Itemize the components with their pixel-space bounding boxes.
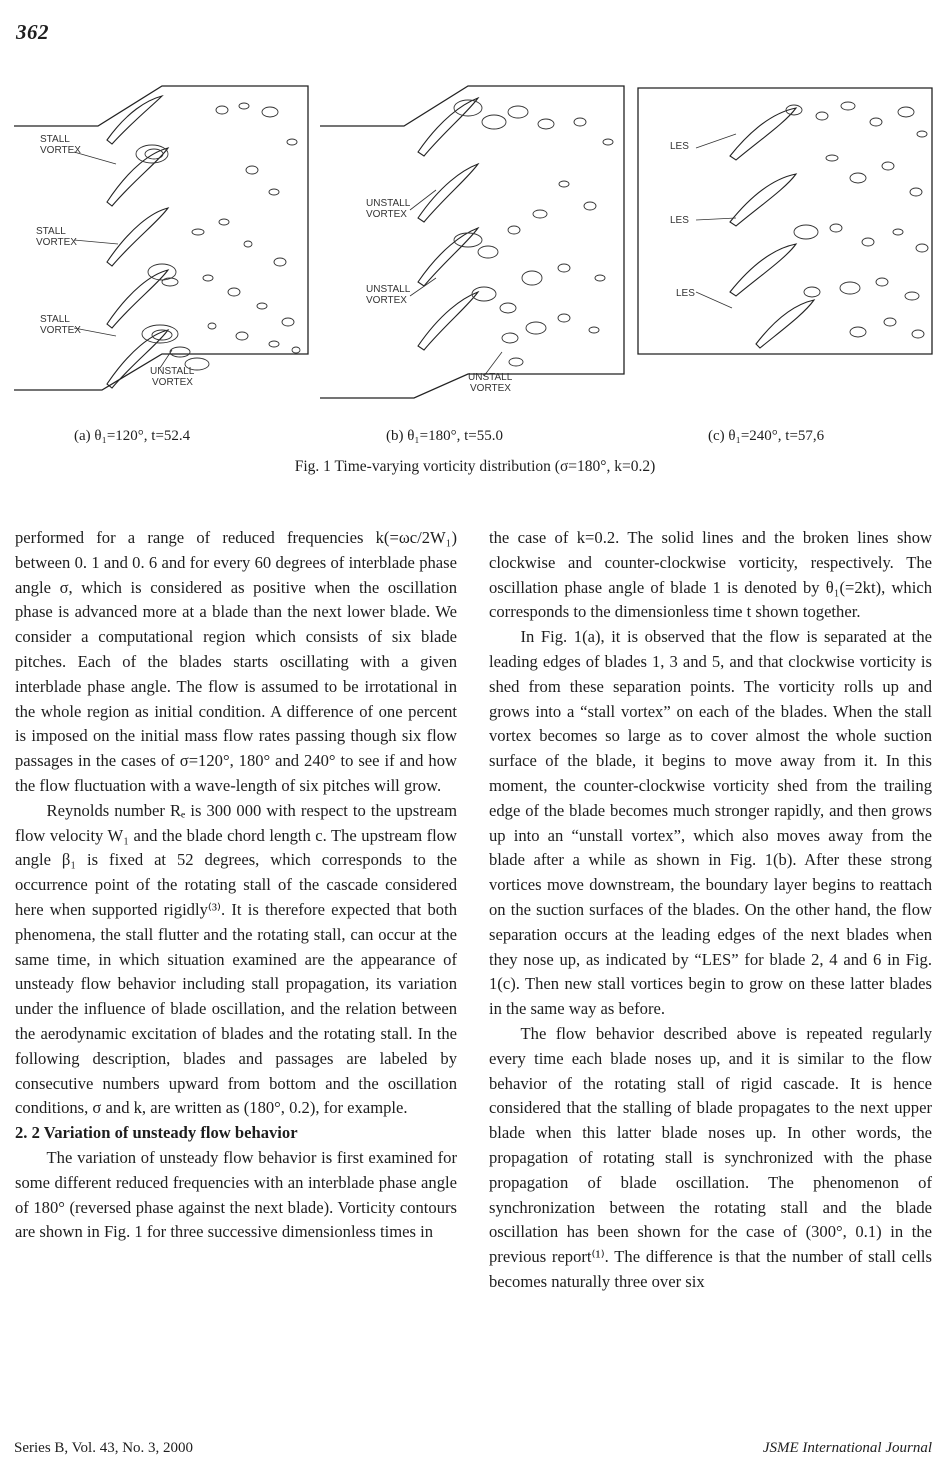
annotation-les-3: LES <box>676 288 695 299</box>
right-column <box>489 526 932 1295</box>
paragraph: performed for a range of reduced frequencies k(=ωc/2W₁) between 0. 1 and 0. 6 and for every 60 degrees of interblade phase angle σ, which is considered as positive when the oscillation phase is advanced more at a blade than the next lower blade. We consider a computational region which consists of six blade pitches. Each of the blades starts oscillating with a given interblade phase angle. The flow is assumed to be irrotational in the whole region as initial condition. A difference of one percent is imposed on the initial mass flow rates passing though six flow passages in the cases of σ=120°, 180° and 240° to see if and how the flow fluctuation with a wave-length of six pitches will grow. <box>15 528 457 795</box>
annotation-les-2: LES <box>670 215 689 226</box>
annotation-leaders-c <box>696 134 736 308</box>
panel-label-b: (b) θ₁=180°, t=55.0 <box>386 428 503 444</box>
vortex-contours-b <box>454 100 613 366</box>
paragraph: the case of k=0.2. The solid lines and the broken lines show clockwise and counter-clockwise vorticity, respectively. The oscillation phase angle of blade 1 is denoted by θ₁(=2kt), which corresponds to the dimensionless time t shown together. <box>489 528 932 622</box>
annotation-leaders-b <box>410 190 502 376</box>
svg-text:VORTEX: VORTEX <box>152 377 193 388</box>
svg-text:VORTEX: VORTEX <box>470 383 511 394</box>
left-column <box>15 526 457 1245</box>
section-heading: 2. 2 Variation of unsteady flow behavior <box>15 1123 298 1143</box>
annotation-stall-vortex-3: STALL <box>40 314 70 325</box>
annotation-stall-vortex-2: STALL <box>36 226 66 237</box>
annotation-unstall-vortex-a: UNSTALL <box>150 366 195 377</box>
annotation-unstall-vortex-b1: UNSTALL <box>366 198 411 209</box>
figure-caption: Fig. 1 Time-varying vorticity distribution (σ=180°, k=0.2) <box>294 458 656 475</box>
paragraph: The flow behavior described above is repeated regularly every time each blade noses up, and it is similar to the flow behavior of the rotating stall of rigid cascade. It is hence considered that the stalling of blade propagates to the next upper blade when this latter blade noses up. In other words, the propagation of rotating stall is synchronized with the phase propagation of blade oscillation. The phenomenon of synchronization between the rotating stall and the blade oscillation has been shown for the case of (300°, 0.1) in the previous report⁽¹⁾. The difference is that the number of stall cells becomes naturally three over six <box>489 1023 932 1291</box>
panel-label-c: (c) θ₁=240°, t=57,6 <box>708 428 825 444</box>
figure-panel-b <box>318 82 628 400</box>
svg-text:VORTEX: VORTEX <box>40 325 81 336</box>
annotation-stall-vortex-1: STALL <box>40 134 70 145</box>
paragraph: In Fig. 1(a), it is observed that the flow is separated at the leading edges of blades 1, 3 and 5, and that clockwise vorticity is shed from these separation points. The vorticity rolls up and grows into a “stall vortex” on each of the blades. When the stall vortex becomes so large as to cover almost the whole suction surface of the blade, it begins to move away from it. In this moment, the counter-clockwise vorticity shed from the trailing edge of the blade becomes much stronger rapidly, and then grows up into an “unstall vortex”, which also moves away from the blade after a while as shown in Fig. 1(b). After these strong vortices move downstream, the boundary layer begins to reattach on the suction surfaces of the blades. On the other hand, the flow separation occurs at the leading edges of the next blades when they nose up, as indicated by “LES” for blade 2, 4 and 6 in Fig. 1(c). Then new stall vortices begin to grow on these latter blades in the same way as before. <box>489 627 932 1019</box>
footer-journal-issue: Series B, Vol. 43, No. 3, 2000 <box>14 1440 194 1456</box>
vortex-contours-a <box>136 103 300 370</box>
svg-text:VORTEX: VORTEX <box>36 237 77 248</box>
annotation-les-1: LES <box>670 141 689 152</box>
domain-boundary-b <box>320 86 624 398</box>
blade-cascade-a <box>107 96 168 388</box>
paragraph: The variation of unsteady flow behavior is first examined for some different reduced frequencies with an interblade phase angle of 180° (reversed phase against the next blade). Vorticity contours are shown in Fig. 1 for three successive dimensionless times in <box>15 1147 457 1242</box>
panel-label-a: (a) θ₁=120°, t=52.4 <box>74 428 191 444</box>
annotation-unstall-vortex-b2: UNSTALL <box>366 284 411 295</box>
annotation-leaders-a <box>74 152 172 368</box>
footer-journal-name: JSME International Journal <box>762 1440 932 1456</box>
svg-text:VORTEX: VORTEX <box>40 145 81 156</box>
paragraph: Reynolds number Rₑ is 300 000 with respect to the upstream flow velocity W₁ and the blade chord length c. The upstream flow angle β₁ is fixed at 52 degrees, which corresponds to the occurrence point of the rotating stall of the cascade considered here when supported rigidly⁽³⁾. It is therefore expected that both phenomena, the stall flutter and the rotating stall, can occur at the same time, in which situation examined are the appearance of unsteady flow behavior including stall propagation, its variation under the influence of blade oscillation, and the relation between the aerodynamic excitation of blades and the rotating stall. In the following description, blades and passages are labeled by consecutive numbers upward from bottom and the oscillation conditions, σ and k, are written as (180°, 0.2), for example. <box>15 800 457 1118</box>
svg-text:VORTEX: VORTEX <box>366 295 407 306</box>
annotation-unstall-vortex-b3: UNSTALL <box>468 372 513 383</box>
figure-panel-c <box>636 82 936 394</box>
figure-panel-a <box>12 82 312 394</box>
svg-text:VORTEX: VORTEX <box>366 209 407 220</box>
vortex-contours-c <box>786 102 928 338</box>
blade-cascade-c <box>730 108 814 348</box>
page-number: 362 <box>16 20 49 44</box>
blade-cascade-b <box>418 98 478 350</box>
